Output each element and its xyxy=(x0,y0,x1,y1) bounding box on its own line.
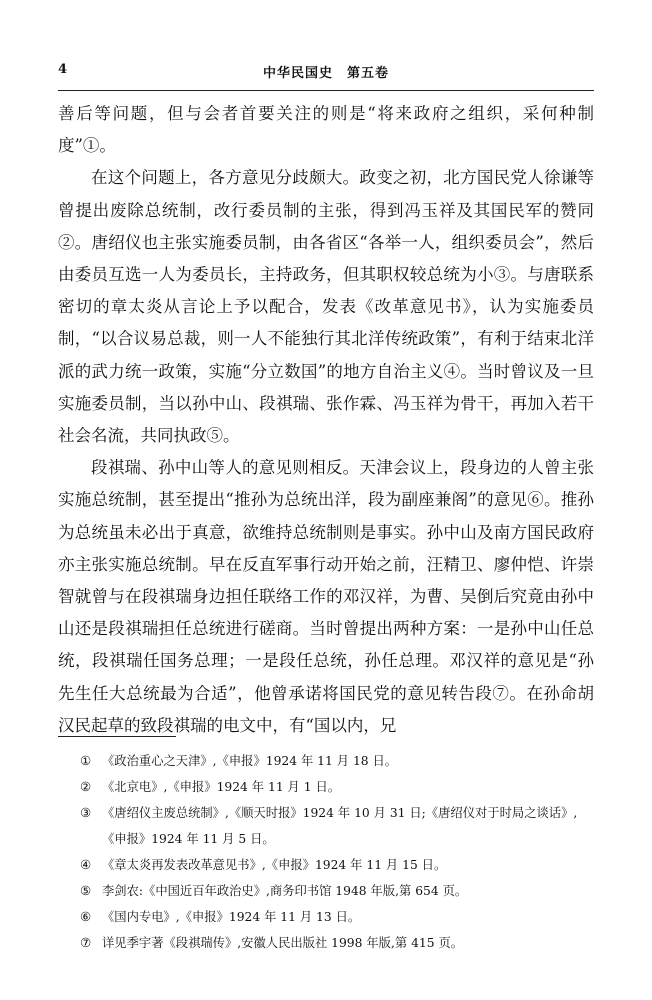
footnote xyxy=(58,748,594,774)
footnote-mark: ⑦ xyxy=(80,936,92,950)
footnote-mark: ③ xyxy=(80,806,92,820)
footnote-text: 《章太炎再发表改革意见书》,《申报》1924 年 11 月 15 日。 xyxy=(102,858,447,872)
footnote-text: 《政治重心之天津》,《申报》1924 年 11 月 18 日。 xyxy=(102,754,398,768)
footnotes xyxy=(58,748,594,956)
page-number: 4 xyxy=(58,62,68,77)
footnote-text: 《国内专电》,《申报》1924 年 11 月 13 日。 xyxy=(102,910,361,924)
footnote-text: 《北京电》,《申报》1924 年 11 月 1 日。 xyxy=(102,780,341,794)
footnote xyxy=(58,852,594,878)
footnote xyxy=(58,930,594,956)
header-rule xyxy=(58,90,594,91)
footnote xyxy=(58,904,594,930)
body-text xyxy=(58,98,594,742)
footnote-mark: ⑤ xyxy=(80,884,92,898)
footnote-text: 《唐绍仪主废总统制》,《顺天时报》1924 年 10 月 31 日;《唐绍仪对于时局之谈话》,《申报》1924 年 11 月 5 日。 xyxy=(102,806,578,846)
footnote xyxy=(58,878,594,904)
paragraph: 在这个问题上，各方意见分歧颇大。政变之初，北方国民党人徐谦等曾提出废除总统制，改行委员制的主张，得到冯玉祥及其国民军的赞同②。唐绍仪也主张实施委员制，由各省区“各举一人，组织委员会”，然后由委员互选一人为委员长，主持政务，但其职权较总统为小③。与唐联系密切的章太炎从言论上予以配合，发表《改革意见书》，认为实施委员制，“以合议易总裁，则一人不能独行其北洋传统政策”，有利于结束北洋派的武力统一政策，实施“分立数国”的地方自治主义④。当时曾议及一旦实施委员制，当以孙中山、段祺瑞、张作霖、冯玉祥为骨干，再加入若干社会名流，共同执政⑤。 xyxy=(58,168,594,446)
footnote-rule xyxy=(58,736,176,737)
footnote-text: 李剑农:《中国近百年政治史》,商务印书馆 1948 年版,第 654 页。 xyxy=(102,884,468,898)
running-head-title: 中华民国史 第五卷 xyxy=(262,66,389,81)
footnote-mark: ① xyxy=(80,754,92,768)
footnote-text: 详见季宇著《段祺瑞传》,安徽人民出版社 1998 年版,第 415 页。 xyxy=(102,936,464,950)
footnote-mark: ② xyxy=(80,780,92,794)
footnote-mark: ⑥ xyxy=(80,910,92,924)
paragraph: 段祺瑞、孙中山等人的意见则相反。天津会议上，段身边的人曾主张实施总统制，甚至提出“推孙为总统出洋，段为副座兼阁”的意见⑥。推孙为总统虽未必出于真意，欲维持总统制则是事实。孙中山及南方国民政府亦主张实施总统制。早在反直军事行动开始之前，汪精卫、廖仲恺、许崇智就曾与在段祺瑞身边担任联络工作的邓汉祥，为曹、吴倒后究竟由孙中山还是段祺瑞担任总统进行磋商。当时曾提出两种方案：一是孙中山任总统，段祺瑞任国务总理；一是段任总统，孙任总理。邓汉祥的意见是“孙先生任大总统最为合适”，他曾承诺将国民党的意见转告段⑦。在孙命胡汉民起草的致段祺瑞的电文中，有“国以内，兄 xyxy=(58,458,594,735)
footnote xyxy=(58,800,594,852)
footnote-mark: ④ xyxy=(80,858,92,872)
footnote xyxy=(58,774,594,800)
paragraph-continued: 善后等问题，但与会者首要关注的则是“将来政府之组织，采何种制度”①。 xyxy=(58,104,594,156)
